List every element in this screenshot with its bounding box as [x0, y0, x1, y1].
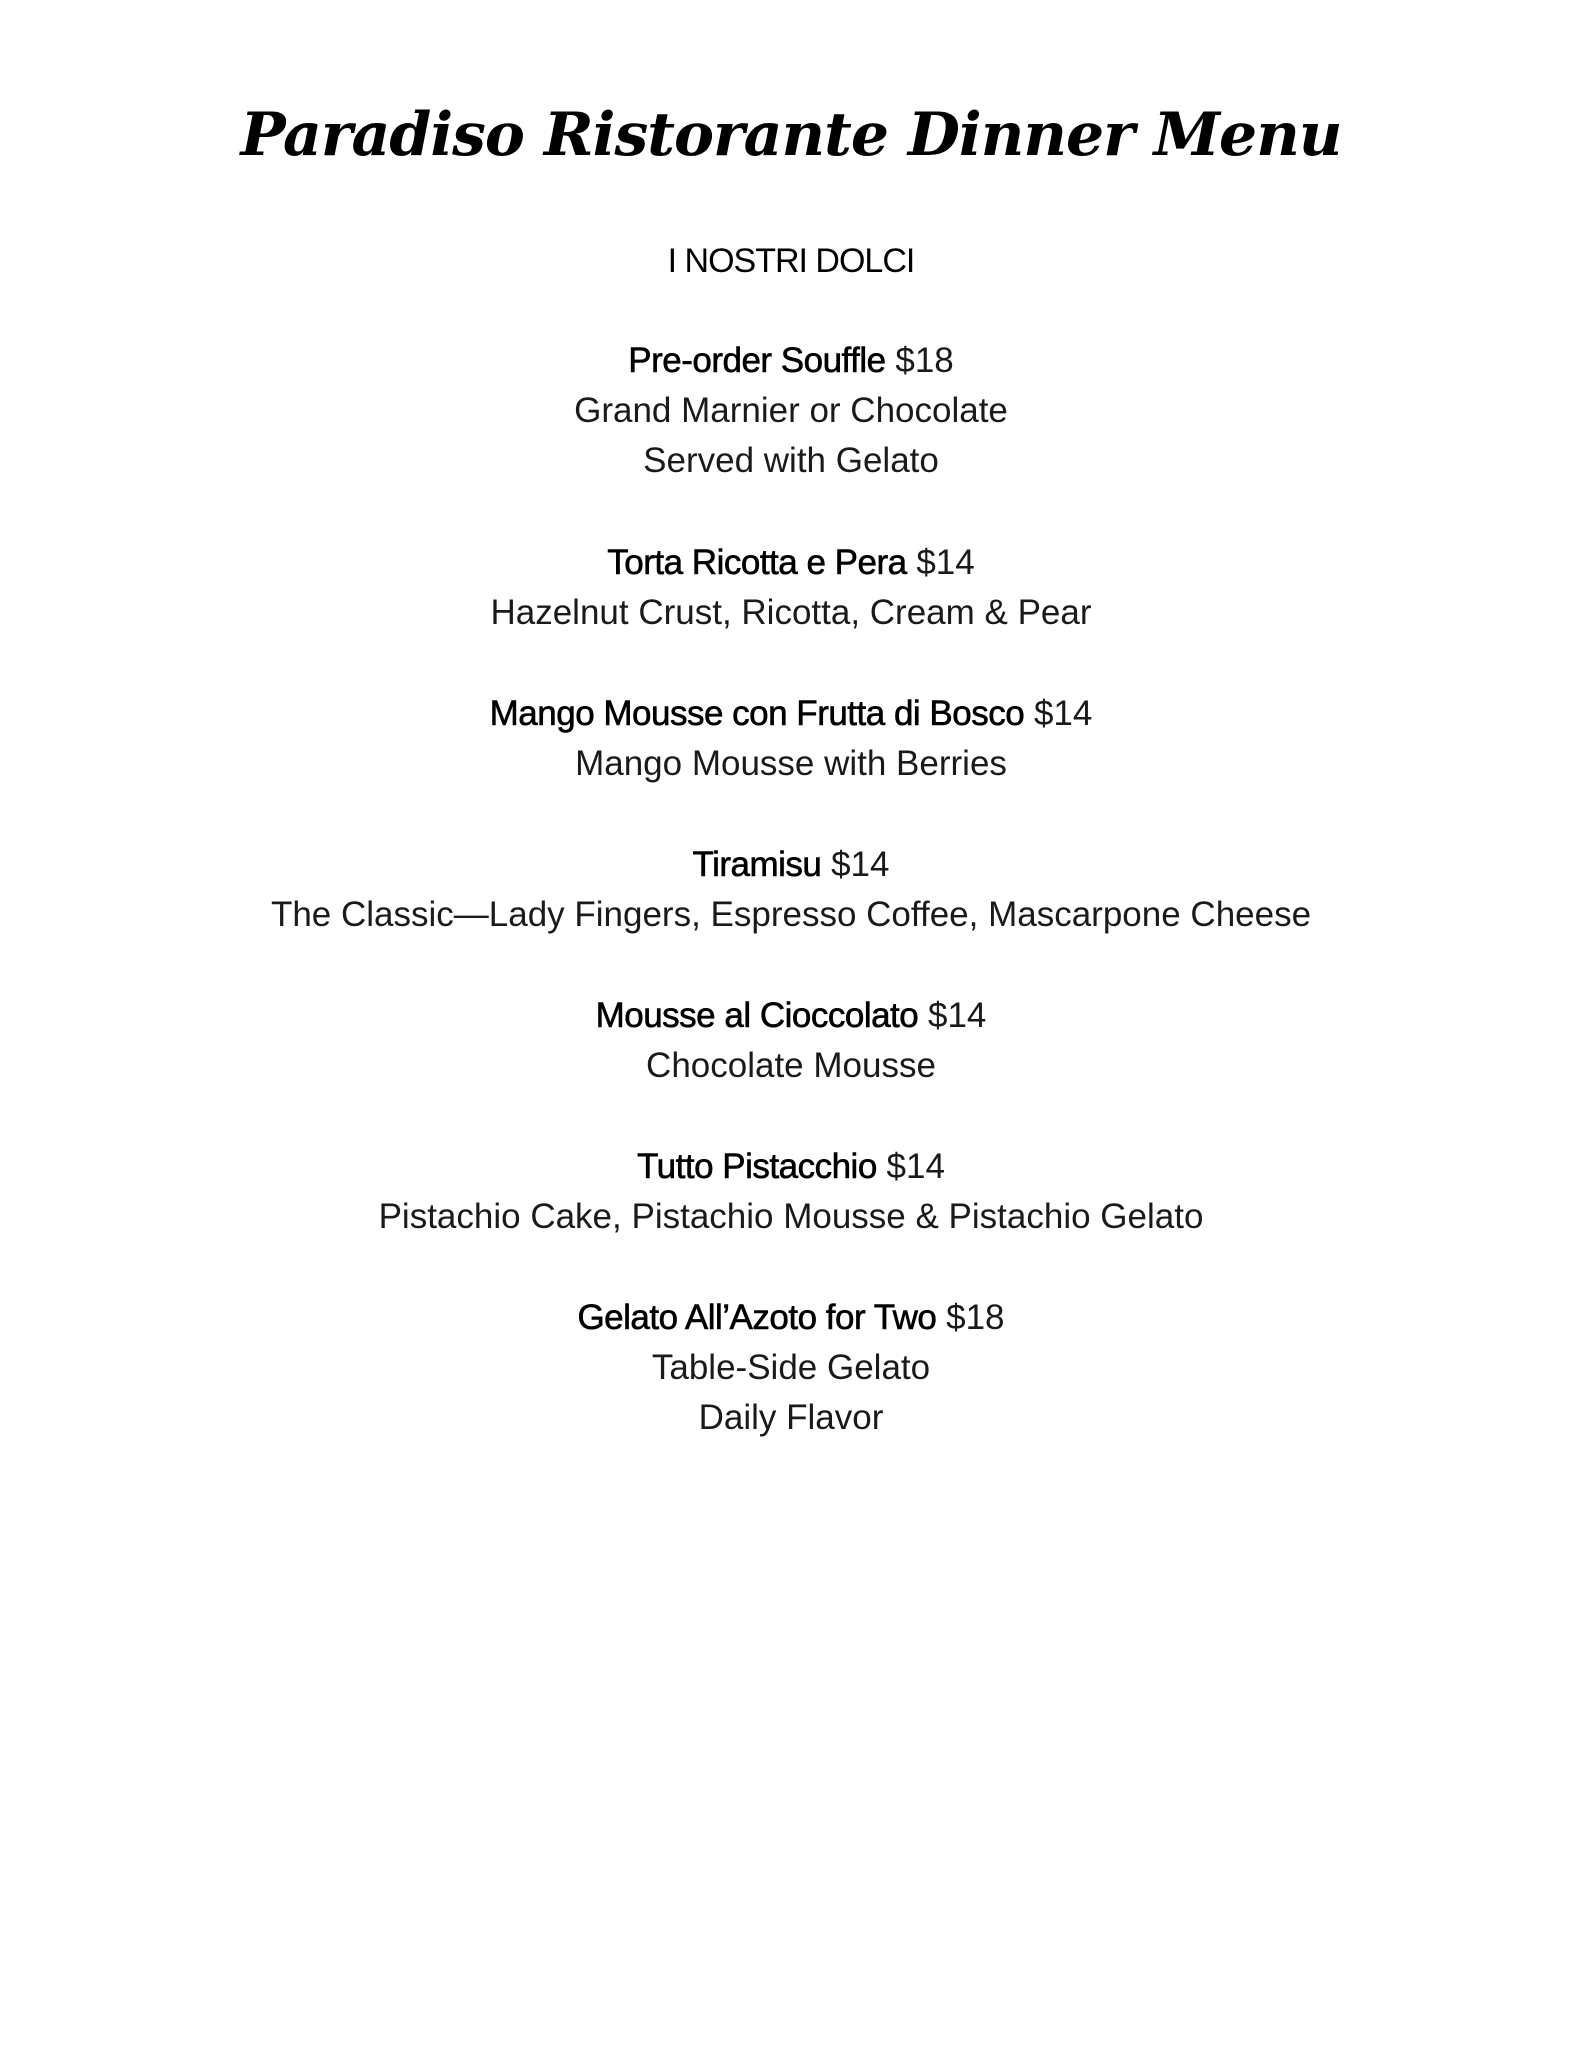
item-name: Tutto Pistacchio — [637, 1147, 877, 1186]
item-price: $14 — [1033, 694, 1093, 733]
item-heading — [0, 538, 1582, 588]
item-price: $14 — [886, 1147, 945, 1186]
item-name: Pre-order Souffle — [628, 341, 886, 380]
menu-item — [0, 1142, 1582, 1242]
item-description: Grand Marnier or Chocolate — [574, 391, 1008, 430]
item-name: Tiramisu — [692, 845, 822, 884]
menu-item — [0, 538, 1582, 638]
menu-item — [0, 840, 1582, 940]
item-name: Mango Mousse con Frutta di Bosco — [489, 694, 1025, 733]
menu-item — [0, 689, 1582, 789]
section-heading: I NOSTRI DOLCI — [667, 242, 915, 280]
item-name: Gelato All’Azoto for Two — [577, 1298, 937, 1337]
item-price: $14 — [927, 996, 987, 1035]
item-price: $18 — [946, 1298, 1005, 1337]
menu-item — [0, 991, 1582, 1091]
item-description: Chocolate Mousse — [646, 1046, 936, 1085]
item-description: Hazelnut Crust, Ricotta, Cream & Pear — [490, 593, 1092, 632]
item-heading — [0, 1142, 1582, 1192]
item-name: Mousse al Cioccolato — [595, 996, 919, 1035]
item-heading — [0, 840, 1582, 890]
item-description: Daily Flavor — [698, 1398, 884, 1437]
item-heading — [0, 991, 1582, 1041]
item-heading — [0, 1293, 1582, 1343]
item-price: $14 — [916, 543, 975, 582]
menu-title: Paradiso Ristorante Dinner Menu — [240, 100, 1342, 170]
item-description: The Classic—Lady Fingers, Espresso Coffee, Mascarpone Cheese — [270, 895, 1312, 934]
item-description: Pistachio Cake, Pistachio Mousse & Pistachio Gelato — [378, 1197, 1204, 1236]
item-heading — [0, 689, 1582, 739]
item-price: $18 — [895, 341, 954, 380]
menu-item — [0, 336, 1582, 486]
item-heading — [0, 336, 1582, 386]
item-description: Served with Gelato — [643, 441, 939, 480]
item-description: Mango Mousse with Berries — [575, 744, 1007, 783]
item-name: Torta Ricotta e Pera — [607, 543, 907, 582]
item-price: $14 — [831, 845, 890, 884]
item-description: Table-Side Gelato — [651, 1348, 931, 1387]
menu-item — [0, 1293, 1582, 1443]
